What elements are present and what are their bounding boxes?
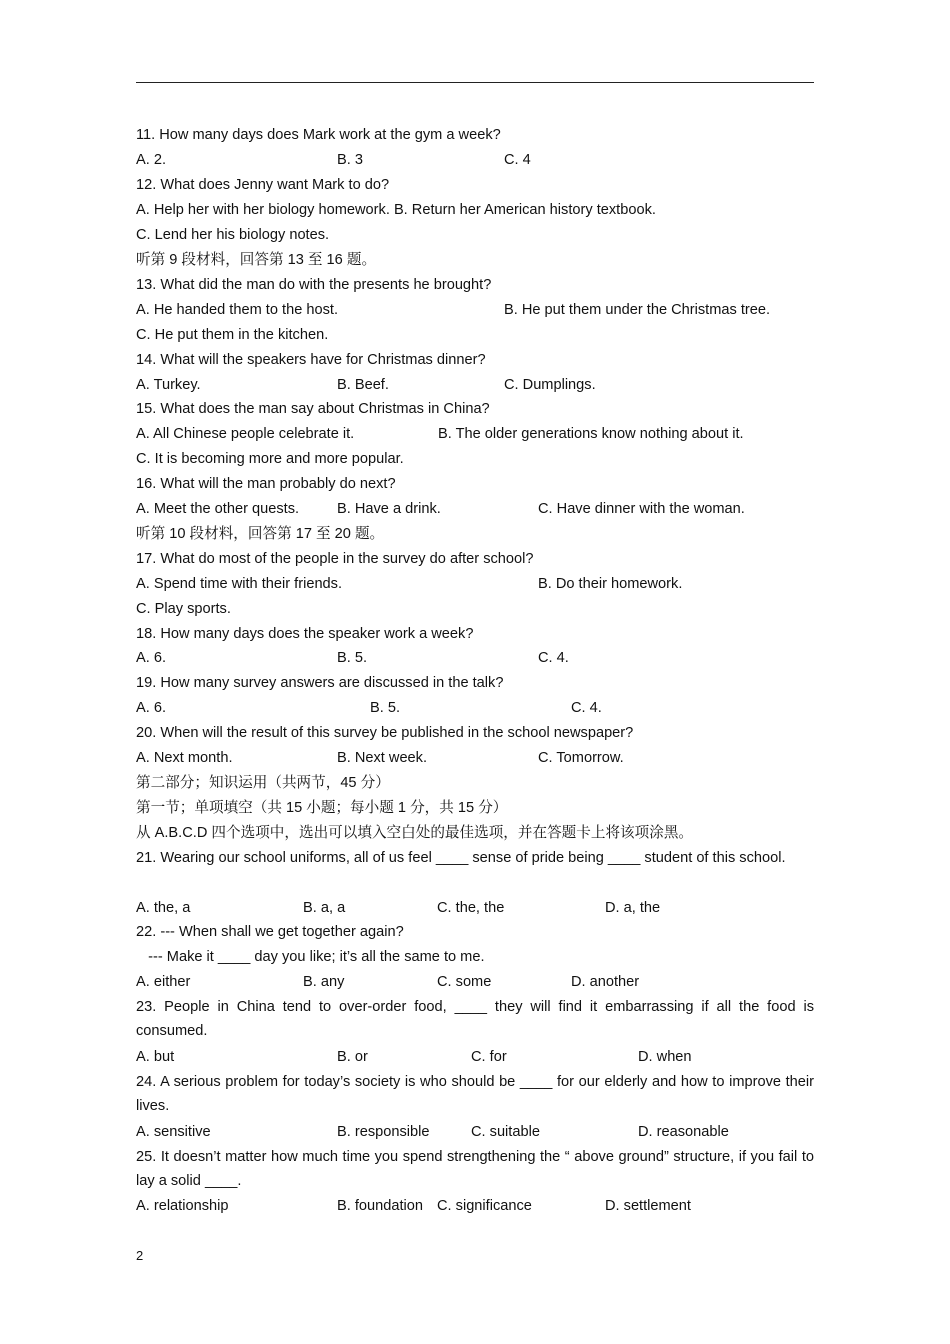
options-24 (136, 1120, 816, 1144)
options-12-ab[interactable]: A. Help her with her biology homework. B. Return her American history textbook. (136, 202, 656, 218)
option-b[interactable]: B. Beef. (337, 377, 389, 393)
option-d[interactable]: D. settlement (605, 1198, 691, 1214)
option-d[interactable]: D. another (571, 974, 640, 990)
options-25 (136, 1194, 816, 1218)
section-instruction-10: 听第 10 段材料，回答第 17 至 20 题。 (136, 526, 385, 542)
options-22 (136, 970, 816, 994)
option-b[interactable]: B. He put them under the Christmas tree. (504, 302, 771, 318)
option-c[interactable]: C. some (437, 974, 492, 990)
question-22-reply: --- Make it ____ day you like; it’s all the same to me. (136, 949, 485, 965)
option-a[interactable]: A. 6. (136, 700, 167, 716)
options-16 (136, 497, 816, 521)
question-15: 15. What does the man say about Christmas in China? (136, 401, 490, 417)
options-23 (136, 1045, 816, 1069)
question-24: 24. A serious problem for today’s society is who should be ____ for our elderly and how to improve their lives. (136, 1074, 814, 1114)
question-21: 21. Wearing our school uniforms, all of us feel ____ sense of pride being ____ student of this school. (136, 850, 786, 866)
option-a[interactable]: A. Next month. (136, 750, 233, 766)
option-a[interactable]: A. Spend time with their friends. (136, 576, 343, 592)
question-18: 18. How many days does the speaker work a week? (136, 626, 474, 642)
option-b[interactable]: B. responsible (337, 1124, 430, 1140)
option-a[interactable]: A. the, a (136, 900, 191, 916)
options-20 (136, 746, 816, 770)
option-a[interactable]: A. 6. (136, 650, 167, 666)
section-instruction-9: 听第 9 段材料，回答第 13 至 16 题。 (136, 252, 377, 268)
option-c[interactable]: C. Dumplings. (504, 377, 596, 393)
options-17 (136, 572, 816, 596)
question-25: 25. It doesn’t matter how much time you spend strengthening the “ above ground” structure, if you fail to lay a solid ____. (136, 1149, 814, 1189)
options-14 (136, 373, 816, 397)
option-a[interactable]: A. but (136, 1049, 175, 1065)
option-a[interactable]: A. He handed them to the host. (136, 302, 339, 318)
options-13-c[interactable]: C. He put them in the kitchen. (136, 327, 329, 343)
option-c[interactable]: C. 4. (571, 700, 602, 716)
option-c[interactable]: C. Have dinner with the woman. (538, 501, 745, 517)
options-15-c[interactable]: C. It is becoming more and more popular. (136, 451, 404, 467)
options-11 (136, 148, 816, 172)
options-15 (136, 422, 816, 446)
header-rule (136, 82, 814, 83)
question-11: 11. How many days does Mark work at the gym a week? (136, 127, 501, 143)
options-19 (136, 696, 816, 720)
option-c[interactable]: C. suitable (471, 1124, 540, 1140)
part-two-heading: 第二部分；知识运用（共两节，45 分） (136, 775, 390, 791)
option-b[interactable]: B. 5. (337, 650, 368, 666)
option-b[interactable]: B. a, a (303, 900, 346, 916)
question-17: 17. What do most of the people in the survey do after school? (136, 551, 534, 567)
option-b[interactable]: B. 3 (337, 152, 363, 168)
section-instructions: 从 A.B.C.D 四个选项中，选出可以填入空白处的最佳选项，并在答题卡上将该项涂黑。 (136, 825, 694, 841)
option-b[interactable]: B. Do their homework. (538, 576, 683, 592)
options-21 (136, 896, 816, 920)
option-a[interactable]: A. sensitive (136, 1124, 211, 1140)
option-b[interactable]: B. foundation (337, 1198, 424, 1214)
option-d[interactable]: D. when (638, 1049, 692, 1065)
option-d[interactable]: D. reasonable (638, 1124, 729, 1140)
option-a[interactable]: A. relationship (136, 1198, 229, 1214)
option-c[interactable]: C. significance (437, 1198, 532, 1214)
option-b[interactable]: B. Have a drink. (337, 501, 441, 517)
option-a[interactable]: A. Turkey. (136, 377, 201, 393)
option-c[interactable]: C. the, the (437, 900, 505, 916)
options-12-c[interactable]: C. Lend her his biology notes. (136, 227, 330, 243)
option-b[interactable]: B. Next week. (337, 750, 428, 766)
section-one-heading: 第一节；单项填空（共 15 小题；每小题 1 分，共 15 分） (136, 800, 508, 816)
question-14: 14. What will the speakers have for Christmas dinner? (136, 352, 486, 368)
options-18 (136, 646, 816, 670)
option-a[interactable]: A. Meet the other quests. (136, 501, 300, 517)
option-b[interactable]: B. or (337, 1049, 368, 1065)
option-c[interactable]: C. 4 (504, 152, 531, 168)
option-c[interactable]: C. Tomorrow. (538, 750, 624, 766)
option-b[interactable]: B. 5. (370, 700, 401, 716)
option-a[interactable]: A. 2. (136, 152, 167, 168)
question-13: 13. What did the man do with the presents he brought? (136, 277, 492, 293)
question-20: 20. When will the result of this survey be published in the school newspaper? (136, 725, 634, 741)
option-b[interactable]: B. The older generations know nothing about it. (438, 426, 744, 442)
question-16: 16. What will the man probably do next? (136, 476, 396, 492)
options-17-c[interactable]: C. Play sports. (136, 601, 231, 617)
option-c[interactable]: C. 4. (538, 650, 569, 666)
question-19: 19. How many survey answers are discussed in the talk? (136, 675, 504, 691)
option-c[interactable]: C. for (471, 1049, 507, 1065)
page-number: 2 (136, 1248, 144, 1263)
option-a[interactable]: A. either (136, 974, 191, 990)
question-22: 22. --- When shall we get together again? (136, 924, 404, 940)
question-23: 23. People in China tend to over-order food, ____ they will find it embarrassing if all the food is consumed. (136, 999, 814, 1039)
options-13 (136, 298, 816, 322)
option-b[interactable]: B. any (303, 974, 345, 990)
option-d[interactable]: D. a, the (605, 900, 661, 916)
option-a[interactable]: A. All Chinese people celebrate it. (136, 426, 355, 442)
question-12: 12. What does Jenny want Mark to do? (136, 177, 390, 193)
